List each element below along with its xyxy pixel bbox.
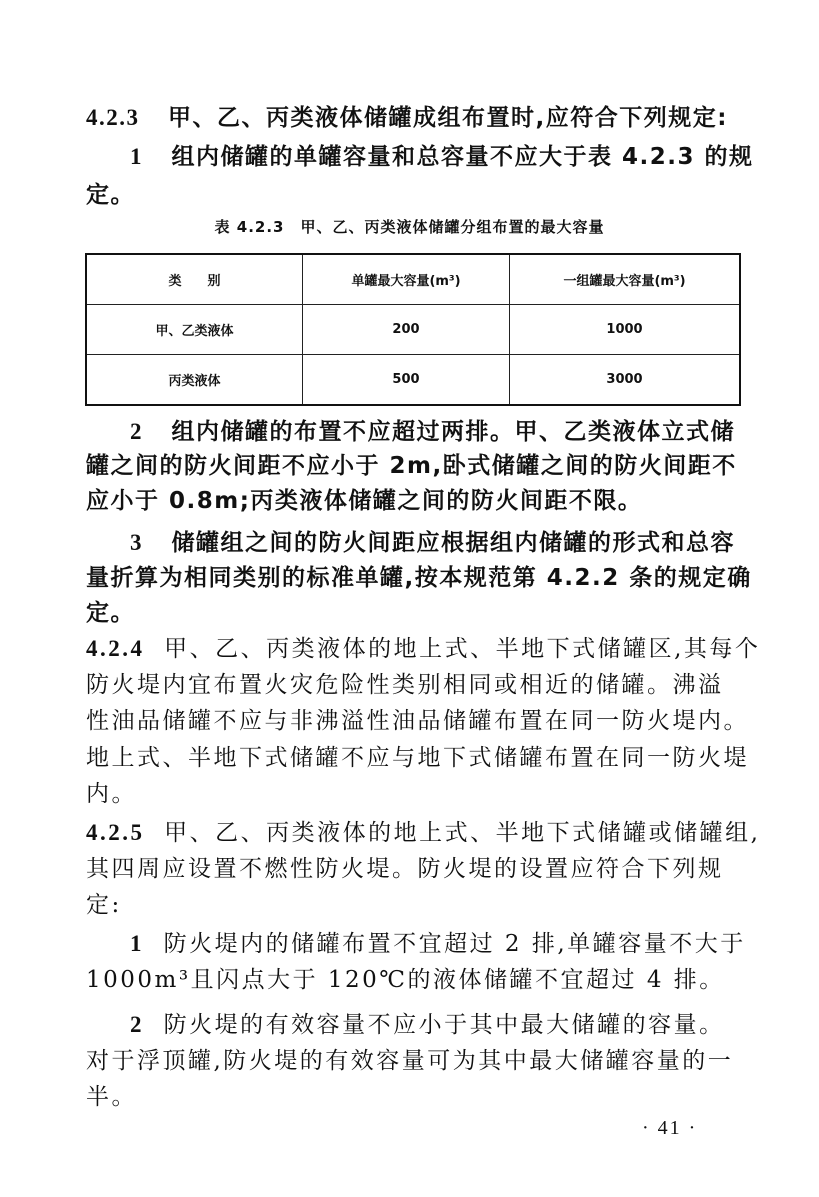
- table-cell: 500: [303, 355, 510, 406]
- clause-4-2-5: [86, 818, 761, 848]
- item-number: 1: [130, 931, 144, 956]
- table-header-row: [86, 254, 740, 305]
- item-text: 组内储罐的布置不应超过两排。甲、乙类液体立式储: [171, 419, 736, 445]
- clause-4-2-3-item-2: [130, 417, 741, 447]
- table-row: [86, 355, 740, 406]
- table-cell: 200: [303, 305, 510, 355]
- clause-4-2-4: [86, 634, 761, 664]
- header-single-tank: 单罐最大容量(m³): [303, 254, 510, 305]
- clause-4-2-3-item-1: [130, 142, 754, 172]
- item-text: 防火堤内的储罐布置不宜超过 2 排,单罐容量不大于: [163, 931, 746, 957]
- table-cell: 3000: [510, 355, 741, 406]
- table-row: [86, 305, 740, 355]
- clause-text-continued: 其四周应设置不燃性防火堤。防火堤的设置应符合下列规: [86, 856, 724, 882]
- item-text-continued: 对于浮顶罐,防火堤的有效容量可为其中最大储罐容量的一: [86, 1048, 734, 1074]
- item-text-continued: 半。: [86, 1084, 137, 1110]
- item-text-continued: 定。: [86, 600, 135, 626]
- item-number: 1: [130, 144, 143, 169]
- item-number: 2: [130, 419, 143, 444]
- clause-4-2-5-item-2: [130, 1010, 741, 1040]
- header-category: 类 别: [86, 254, 303, 305]
- clause-text-continued: 定:: [86, 892, 122, 918]
- clause-text-continued: 内。: [86, 781, 137, 807]
- table-cell: 1000: [510, 305, 741, 355]
- clause-text: 甲、乙、丙类液体的地上式、半地下式储罐区,其每个: [164, 636, 761, 662]
- item-text-continued: 应小于 0.8m;丙类液体储罐之间的防火间距不限。: [86, 488, 643, 514]
- item-text-continued: 罐之间的防火间距不应小于 2m,卧式储罐之间的防火间距不: [86, 453, 737, 479]
- item-text-continued: 1000m³且闪点大于 120℃的液体储罐不宜超过 4 排。: [86, 967, 725, 993]
- table-cell: 丙类液体: [86, 355, 303, 406]
- clause-number: 4.2.3: [86, 105, 140, 130]
- item-number: 3: [130, 530, 143, 555]
- item-number: 2: [130, 1012, 144, 1037]
- item-text: 防火堤的有效容量不应小于其中最大储罐的容量。: [163, 1012, 725, 1038]
- header-group-tank: 一组罐最大容量(m³): [510, 254, 741, 305]
- item-text-continued: 量折算为相同类别的标准单罐,按本规范第 4.2.2 条的规定确: [86, 565, 752, 591]
- item-text: 储罐组之间的防火间距应根据组内储罐的形式和总容: [171, 530, 736, 556]
- clause-4-2-3: [86, 103, 741, 133]
- table-caption: 表 4.2.3 甲、乙、丙类液体储罐分组布置的最大容量: [214, 218, 605, 236]
- clause-number: 4.2.4: [86, 636, 145, 661]
- page-number: · 41 ·: [642, 1117, 698, 1139]
- clause-text: 甲、乙、丙类液体的地上式、半地下式储罐或储罐组,: [164, 820, 761, 846]
- clause-text-continued: 性油品储罐不应与非沸溢性油品储罐布置在同一防火堤内。: [86, 708, 749, 734]
- item-text: 组内储罐的单罐容量和总容量不应大于表 4.2.3 的规: [171, 144, 754, 170]
- clause-4-2-5-item-1: [130, 929, 746, 959]
- table-cell: 甲、乙类液体: [86, 305, 303, 355]
- capacity-table: [85, 253, 741, 406]
- clause-4-2-3-item-3: [130, 528, 741, 558]
- clause-number: 4.2.5: [86, 820, 145, 845]
- clause-text: 甲、乙、丙类液体储罐成组布置时,应符合下列规定:: [168, 105, 728, 131]
- item-text-continued: 定。: [86, 182, 135, 208]
- clause-text-continued: 地上式、半地下式储罐不应与地下式储罐布置在同一防火堤: [86, 745, 749, 771]
- clause-text-continued: 防火堤内宜布置火灾危险性类别相同或相近的储罐。沸溢: [86, 672, 724, 698]
